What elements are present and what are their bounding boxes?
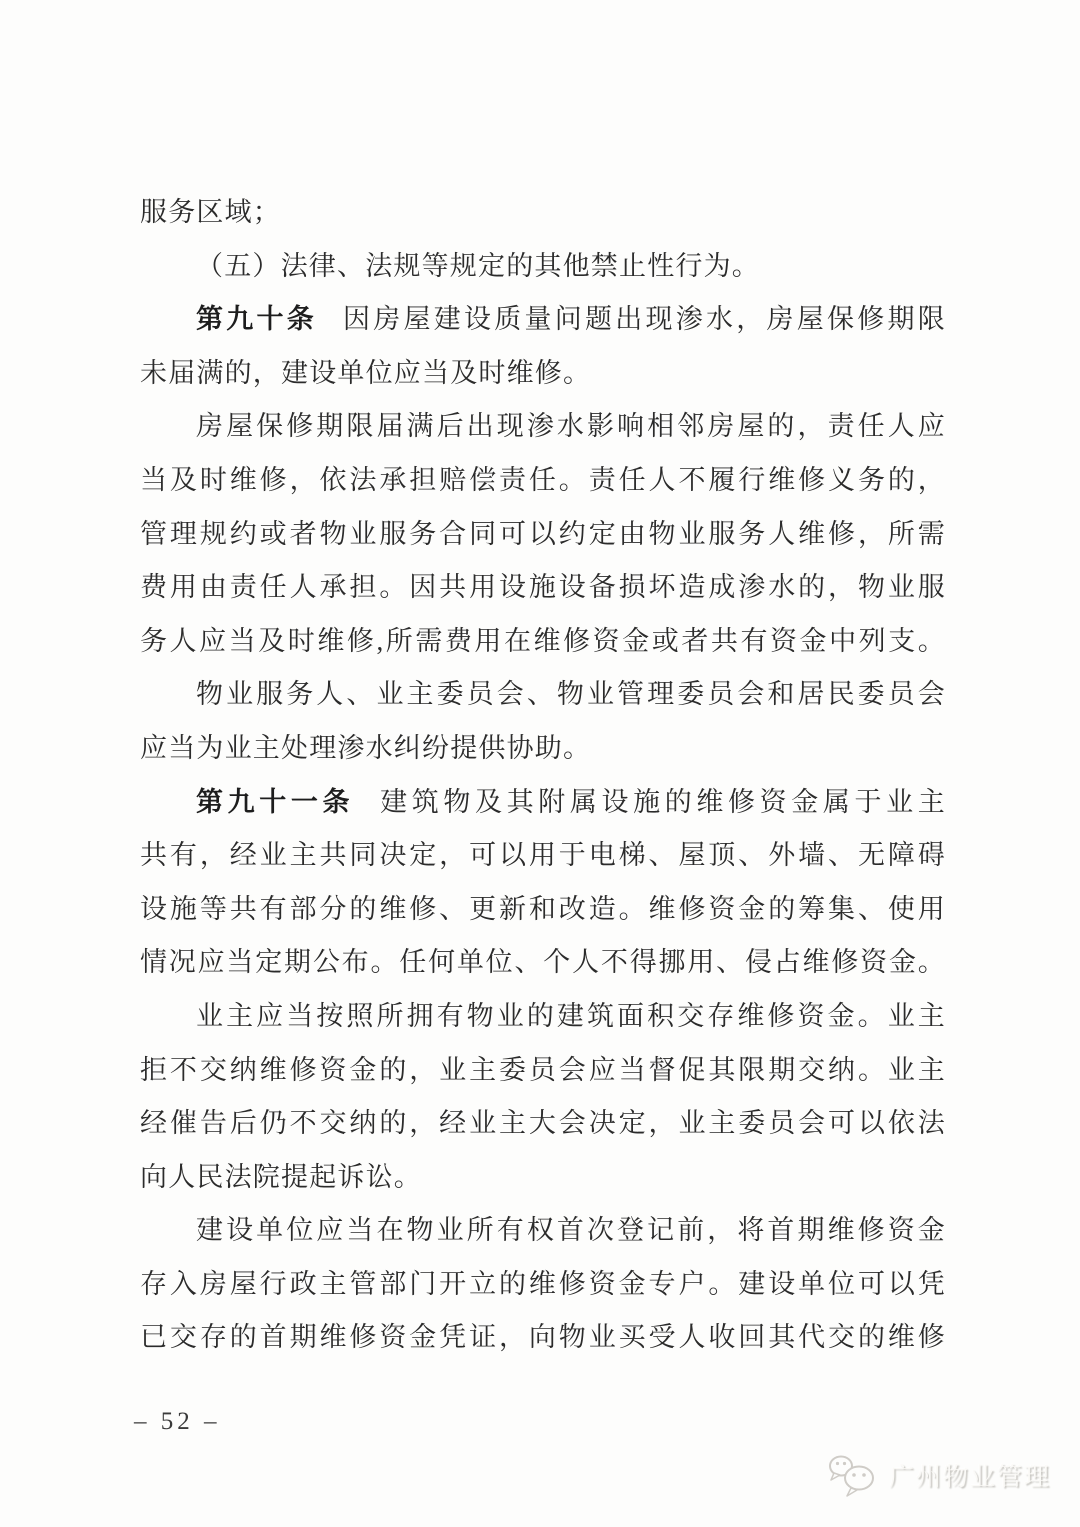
text-line: [140, 668, 946, 722]
text-line: [140, 1258, 946, 1312]
text-line: [140, 347, 946, 401]
line-text: 存入房屋行政主管部门开立的维修资金专户。建设单位可以凭: [140, 1268, 946, 1299]
line-text: 拒不交纳维修资金的，业主委员会应当督促其限期交纳。业主: [140, 1054, 946, 1085]
text-line: [140, 454, 946, 508]
text-line: [140, 508, 946, 562]
line-text: 业主应当按照所拥有物业的建筑面积交存维修资金。业主: [196, 1000, 946, 1031]
text-line: [140, 990, 946, 1044]
article-number: 第九十条: [196, 304, 318, 335]
text-line: [140, 1097, 946, 1151]
line-text: （五）法律、法规等规定的其他禁止性行为。: [196, 250, 760, 281]
text-line: [140, 293, 946, 347]
line-text: 建筑物及其附属设施的维修资金属于业主: [380, 786, 946, 817]
line-text: 设施等共有部分的维修、更新和改造。维修资金的筹集、使用: [140, 893, 946, 924]
document-body: [140, 186, 946, 1365]
line-text: 房屋保修期限届满后出现渗水影响相邻房屋的，责任人应: [196, 411, 946, 442]
line-text: 情况应当定期公布。任何单位、个人不得挪用、侵占维修资金。: [140, 947, 946, 978]
text-line: [140, 883, 946, 937]
watermark-label: 广州物业管理: [889, 1463, 1052, 1491]
line-text: 当及时维修，依法承担赔偿责任。责任人不履行维修义务的，: [140, 464, 946, 495]
line-text: 向人民法院提起诉讼。: [140, 1161, 422, 1192]
line-text: 因房屋建设质量问题出现渗水，房屋保修期限: [343, 304, 946, 335]
text-line: [140, 1311, 946, 1365]
line-text: 应当为业主处理渗水纠纷提供协助。: [140, 732, 592, 763]
line-text: 已交存的首期维修资金凭证，向物业买受人收回其代交的维修: [140, 1322, 946, 1353]
text-line: [140, 722, 946, 776]
text-line: [140, 829, 946, 883]
line-text: 物业服务人、业主委员会、物业管理委员会和居民委员会: [196, 679, 946, 710]
text-line: [140, 1151, 946, 1205]
text-line: [140, 936, 946, 990]
line-text: 服务区域；: [140, 197, 281, 227]
line-text: 共有，经业主共同决定，可以用于电梯、屋顶、外墙、无障碍: [140, 840, 946, 871]
line-text: 未届满的，建设单位应当及时维修。: [140, 357, 592, 388]
text-line: [140, 1204, 946, 1258]
text-line: [140, 615, 946, 669]
line-text: 建设单位应当在物业所有权首次登记前，将首期维修资金: [196, 1215, 946, 1246]
page-number: – 52 –: [134, 1408, 221, 1435]
text-line: [140, 776, 946, 830]
line-text: 经催告后仍不交纳的，经业主大会决定，业主委员会可以依法: [140, 1108, 946, 1139]
article-number: 第九十一条: [196, 786, 355, 817]
line-text: 务人应当及时维修,所需费用在维修资金或者共有资金中列支。: [140, 625, 946, 656]
text-line: [140, 1044, 946, 1098]
line-text: 费用由责任人承担。因共用设施设备损坏造成渗水的，物业服: [140, 572, 946, 603]
text-line: [140, 240, 946, 294]
text-line: [140, 186, 946, 240]
line-text: 管理规约或者物业服务合同可以约定由物业服务人维修，所需: [140, 518, 946, 549]
text-line: [140, 561, 946, 615]
watermark: [826, 1452, 1051, 1498]
text-line: [140, 400, 946, 454]
wechat-icon: [826, 1452, 880, 1498]
